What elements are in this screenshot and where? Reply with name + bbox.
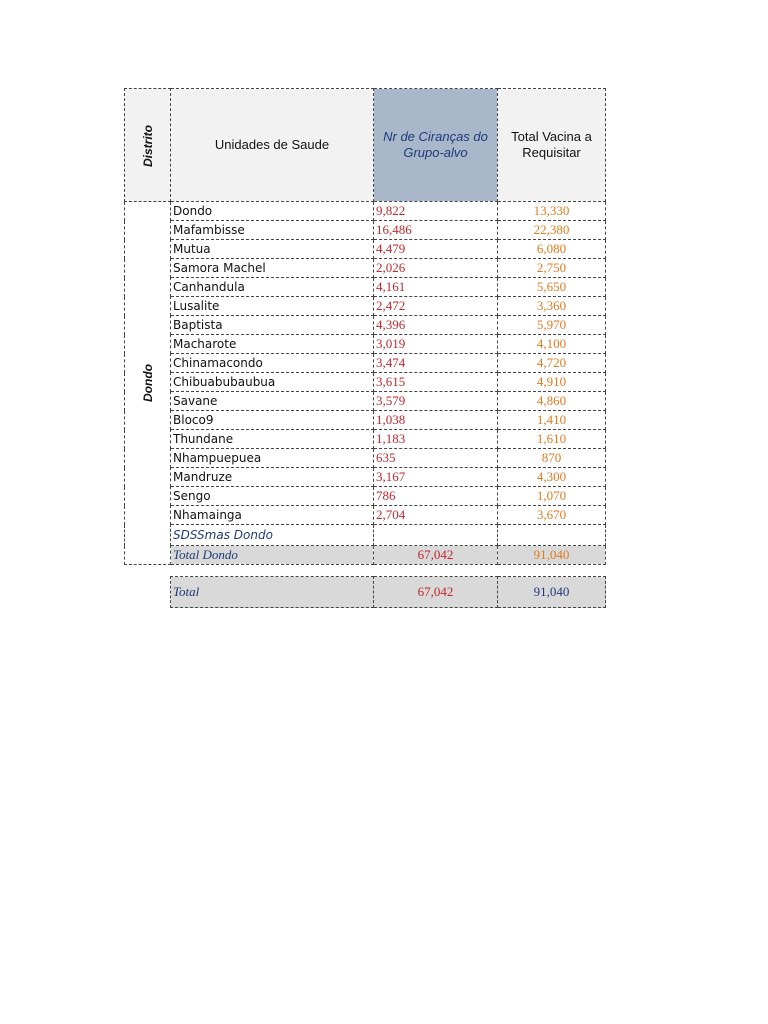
sds-vaccines xyxy=(498,525,606,546)
district-total-label: Total Dondo xyxy=(171,546,374,565)
table-row xyxy=(125,411,606,430)
children-count: 4,479 xyxy=(374,240,498,259)
vaccine-count: 5,970 xyxy=(498,316,606,335)
table-body xyxy=(125,202,606,565)
vaccine-count: 870 xyxy=(498,449,606,468)
grand-total-vaccines: 91,040 xyxy=(498,577,606,608)
vaccine-request-sheet xyxy=(124,88,606,599)
unit-name: Nhamainga xyxy=(171,506,374,525)
header-row xyxy=(125,89,606,202)
table-row xyxy=(125,392,606,411)
table-row xyxy=(125,449,606,468)
table-row xyxy=(125,316,606,335)
vaccine-count: 4,300 xyxy=(498,468,606,487)
children-count: 3,579 xyxy=(374,392,498,411)
table-row xyxy=(125,335,606,354)
children-count: 786 xyxy=(374,487,498,506)
children-count: 9,822 xyxy=(374,202,498,221)
vaccine-table xyxy=(124,88,606,565)
children-count: 3,019 xyxy=(374,335,498,354)
unit-name: Macharote xyxy=(171,335,374,354)
vaccine-count: 3,670 xyxy=(498,506,606,525)
children-count: 3,615 xyxy=(374,373,498,392)
district-cell xyxy=(125,202,171,565)
grand-total-row xyxy=(171,577,606,608)
header-district-label: Distrito xyxy=(140,124,155,167)
unit-name: Nhampuepuea xyxy=(171,449,374,468)
table-row xyxy=(125,221,606,240)
vaccine-count: 4,720 xyxy=(498,354,606,373)
children-count: 2,472 xyxy=(374,297,498,316)
unit-name: Lusalite xyxy=(171,297,374,316)
grand-total-children: 67,042 xyxy=(374,577,498,608)
vaccine-count: 22,380 xyxy=(498,221,606,240)
vaccine-count: 4,910 xyxy=(498,373,606,392)
unit-name: Bloco9 xyxy=(171,411,374,430)
vaccine-count: 1,410 xyxy=(498,411,606,430)
unit-name: Thundane xyxy=(171,430,374,449)
table-row xyxy=(125,430,606,449)
sds-children xyxy=(374,525,498,546)
vaccine-count: 2,750 xyxy=(498,259,606,278)
unit-name: Mandruze xyxy=(171,468,374,487)
unit-name: Samora Machel xyxy=(171,259,374,278)
children-count: 3,474 xyxy=(374,354,498,373)
district-total-children: 67,042 xyxy=(374,546,498,565)
vaccine-count: 4,100 xyxy=(498,335,606,354)
vaccine-count: 4,860 xyxy=(498,392,606,411)
header-vaccines: Total Vacina a Requisitar xyxy=(498,89,606,202)
unit-name: Chinamacondo xyxy=(171,354,374,373)
table-row xyxy=(125,278,606,297)
district-total-row xyxy=(125,546,606,565)
table-row xyxy=(125,240,606,259)
district-name: Dondo xyxy=(140,364,155,402)
children-count: 4,396 xyxy=(374,316,498,335)
table-row xyxy=(125,297,606,316)
vaccine-count: 1,070 xyxy=(498,487,606,506)
table-row xyxy=(125,354,606,373)
header-children: Nr de Ciranças do Grupo-alvo xyxy=(374,89,498,202)
vaccine-count: 3,360 xyxy=(498,297,606,316)
children-count: 2,704 xyxy=(374,506,498,525)
header-units: Unidades de Saude xyxy=(171,89,374,202)
table-row xyxy=(125,487,606,506)
table-row xyxy=(125,506,606,525)
children-count: 16,486 xyxy=(374,221,498,240)
sds-label: SDSSmas Dondo xyxy=(171,525,374,546)
unit-name: Mafambisse xyxy=(171,221,374,240)
vaccine-count: 13,330 xyxy=(498,202,606,221)
table-row xyxy=(125,202,606,221)
unit-name: Sengo xyxy=(171,487,374,506)
table-row xyxy=(125,468,606,487)
unit-name: Canhandula xyxy=(171,278,374,297)
table-row xyxy=(125,259,606,278)
unit-name: Dondo xyxy=(171,202,374,221)
header-district xyxy=(125,89,171,202)
vaccine-count: 6,080 xyxy=(498,240,606,259)
vaccine-count: 5,650 xyxy=(498,278,606,297)
unit-name: Baptista xyxy=(171,316,374,335)
grand-total-label: Total xyxy=(171,577,374,608)
children-count: 1,183 xyxy=(374,430,498,449)
unit-name: Chibuabubaubua xyxy=(171,373,374,392)
vaccine-count: 1,610 xyxy=(498,430,606,449)
table-row xyxy=(125,373,606,392)
grand-total-table xyxy=(170,576,606,608)
children-count: 635 xyxy=(374,449,498,468)
children-count: 3,167 xyxy=(374,468,498,487)
unit-name: Savane xyxy=(171,392,374,411)
children-count: 2,026 xyxy=(374,259,498,278)
sds-row xyxy=(125,525,606,546)
children-count: 4,161 xyxy=(374,278,498,297)
children-count: 1,038 xyxy=(374,411,498,430)
district-total-vaccines: 91,040 xyxy=(498,546,606,565)
unit-name: Mutua xyxy=(171,240,374,259)
